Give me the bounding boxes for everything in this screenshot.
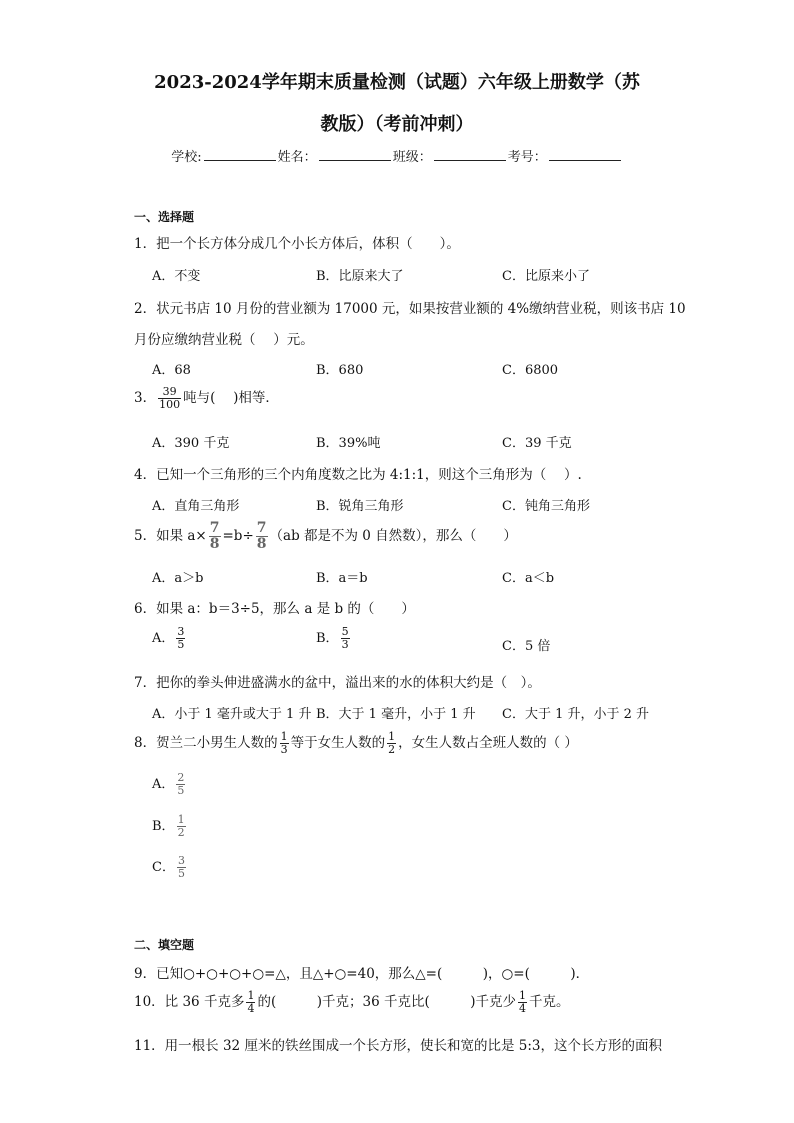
- exam-no-label: 考号：: [507, 150, 547, 165]
- q6-a-den: 5: [177, 638, 185, 651]
- q8-fraction-1: [280, 731, 289, 756]
- q8-b-prefix: B．: [152, 819, 175, 834]
- q6-b-prefix: B．: [316, 631, 339, 646]
- q8-frac1-den: 3: [280, 743, 288, 756]
- exam-no-blank[interactable]: [549, 148, 621, 161]
- question-10: [134, 990, 570, 1015]
- q5-option-a[interactable]: A．a＞b: [152, 571, 204, 586]
- q8-fraction-2: [387, 731, 396, 756]
- question-2-line-2: 月份应缴纳营业税（ ）元。: [134, 332, 314, 348]
- q6-b-den: 3: [341, 638, 349, 651]
- q1-option-c[interactable]: C．比原来小了: [502, 269, 590, 284]
- q4-option-b[interactable]: B．锐角三角形: [316, 499, 404, 514]
- question-4: 4．已知一个三角形的三个内角度数之比为 4:1:1，则这个三角形为（ ）.: [134, 467, 582, 483]
- q10-suffix: 千克。: [529, 994, 570, 1010]
- section-heading-choice: 一、选择题: [134, 210, 195, 224]
- q6-a-fraction: [176, 626, 185, 651]
- q3-frac-den: 100: [159, 398, 181, 411]
- q8-a-prefix: A．: [152, 777, 175, 792]
- q8-c-fraction: [177, 855, 186, 880]
- name-label: 姓名：: [277, 150, 317, 165]
- q8-frac2-den: 2: [388, 743, 396, 756]
- name-blank[interactable]: [319, 148, 391, 161]
- q8-b-den: 2: [177, 826, 185, 839]
- q10-mid: 的( )千克；36 千克比( )千克少: [257, 994, 516, 1010]
- q3-option-a[interactable]: A．390 千克: [152, 436, 230, 451]
- q5-option-c[interactable]: C．a＜b: [502, 571, 555, 586]
- q8-a-fraction: [176, 772, 185, 797]
- question-8: [134, 731, 578, 756]
- question-11: 11．用一根长 32 厘米的铁丝围成一个长方形，使长和宽的比是 5:3，这个长方形的面积: [134, 1038, 662, 1054]
- q3-prefix: 3．: [134, 390, 157, 406]
- q8-a-den: 5: [177, 784, 185, 797]
- class-blank[interactable]: [434, 148, 506, 161]
- q10-prefix: 10．比 36 千克多: [134, 994, 245, 1010]
- question-5: [134, 521, 517, 552]
- q10-fraction-1: [246, 990, 255, 1015]
- q5-fraction-2: [256, 521, 268, 552]
- q8-prefix: 8．贺兰二小男生人数的: [134, 735, 278, 751]
- q5-fraction-1: [209, 521, 221, 552]
- q2-option-c[interactable]: C．6800: [502, 363, 559, 378]
- q8-c-prefix: C．: [152, 860, 175, 875]
- q8-c-num: 3: [177, 854, 185, 867]
- section-heading-fill-in: 二、填空题: [134, 938, 195, 952]
- q5-frac2-den: 8: [256, 536, 267, 552]
- question-6: 6．如果 a：b＝3÷5，那么 a 是 b 的（ ）: [134, 601, 415, 617]
- q10-frac1-den: 4: [247, 1002, 255, 1015]
- q6-b-fraction: [341, 626, 350, 651]
- q2-option-b[interactable]: B．680: [316, 363, 364, 378]
- q4-option-a[interactable]: A．直角三角形: [152, 499, 240, 514]
- q5-frac2-num: 7: [256, 520, 267, 536]
- title-line-1: 2023-2024学年期末质量检测（试题）六年级上册数学（苏: [154, 72, 640, 93]
- q6-option-b[interactable]: [316, 626, 352, 651]
- q7-option-c[interactable]: C．大于 1 升，小于 2 升: [502, 707, 650, 722]
- q6-option-a[interactable]: [152, 626, 187, 651]
- q6-b-num: 5: [341, 625, 349, 638]
- q6-a-prefix: A．: [152, 631, 175, 646]
- q10-frac1-num: 1: [247, 989, 255, 1002]
- q3-option-c[interactable]: C．39 千克: [502, 436, 572, 451]
- q5-option-b[interactable]: B．a＝b: [316, 571, 368, 586]
- q1-option-b[interactable]: B．比原来大了: [316, 269, 404, 284]
- q3-suffix: 吨与( )相等．: [183, 390, 279, 406]
- q8-frac1-num: 1: [280, 730, 288, 743]
- q3-option-b[interactable]: B．39%吨: [316, 436, 381, 451]
- q8-c-den: 5: [177, 867, 185, 880]
- q8-frac2-num: 1: [388, 730, 396, 743]
- q2-option-a[interactable]: A．68: [152, 363, 191, 378]
- q8-a-num: 2: [177, 771, 185, 784]
- q7-option-b[interactable]: B．大于 1 毫升，小于 1 升: [316, 707, 476, 722]
- question-3: [134, 386, 279, 411]
- q5-prefix: 5．如果 a×: [134, 528, 207, 544]
- title-line-2: 教版）（考前冲刺）: [320, 114, 474, 135]
- school-label: 学校:: [171, 150, 202, 165]
- q8-b-num: 1: [177, 813, 185, 826]
- q3-frac-num: 39: [162, 385, 177, 398]
- q8-option-c[interactable]: [152, 855, 188, 880]
- question-9: 9．已知○+○+○+○=△，且△+○=40，那么△=( )，○=( )．: [134, 966, 590, 982]
- question-1: 1．把一个长方体分成几个小长方体后，体积（ ）。: [134, 236, 460, 252]
- school-blank[interactable]: [204, 148, 276, 161]
- q1-option-a[interactable]: A．不变: [152, 269, 201, 284]
- q8-b-fraction: [177, 814, 186, 839]
- q5-frac1-num: 7: [209, 520, 220, 536]
- q10-frac2-den: 4: [519, 1002, 526, 1015]
- q10-fraction-2: [518, 990, 527, 1015]
- q6-a-num: 3: [177, 625, 185, 638]
- q6-option-c[interactable]: C．5 倍: [502, 639, 551, 654]
- q4-option-c[interactable]: C．钝角三角形: [502, 499, 590, 514]
- q5-mid: =b÷: [222, 528, 254, 544]
- question-7: 7．把你的拳头伸进盛满水的盆中，溢出来的水的体积大约是（ ）。: [134, 675, 541, 691]
- student-info-row: [0, 146, 794, 165]
- q8-suffix: ，女生人数占全班人数的（ ）: [398, 735, 578, 751]
- q10-frac2-num: 1: [519, 989, 526, 1002]
- class-label: 班级：: [392, 150, 432, 165]
- q7-option-a[interactable]: A．小于 1 毫升或大于 1 升: [152, 707, 312, 722]
- q8-mid: 等于女生人数的: [290, 735, 386, 751]
- q5-frac1-den: 8: [209, 536, 220, 552]
- q8-option-a[interactable]: [152, 772, 187, 797]
- q8-option-b[interactable]: [152, 814, 188, 839]
- question-2-line-1: 2．状元书店 10 月份的营业额为 17000 元，如果按营业额的 4%缴纳营业税，则该书店 10: [134, 301, 686, 317]
- q3-fraction: [158, 386, 181, 411]
- q5-suffix: （ab 都是不为 0 自然数），那么（ ）: [269, 528, 517, 544]
